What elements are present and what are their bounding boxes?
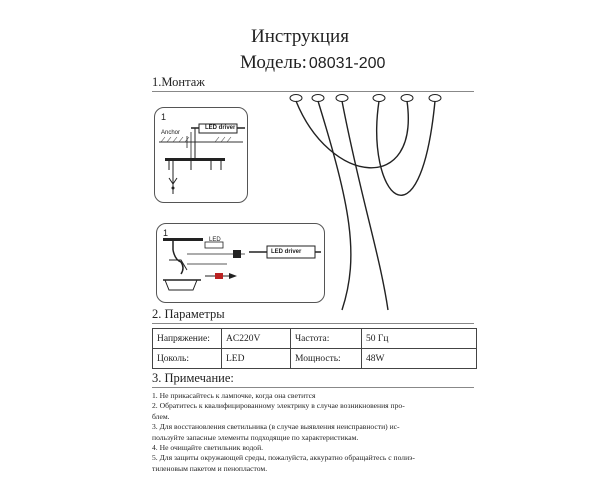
table-row: [153, 349, 477, 369]
model-line: [240, 52, 385, 74]
list-item: 2. Обратитесь к квалифицированному электрику в случае возникновения про-: [152, 401, 405, 411]
param-label-power: Мощность:: [291, 349, 362, 369]
table-row: [153, 329, 477, 349]
list-item: тиленовым пакетом и пенопластом.: [152, 463, 268, 473]
step-number: 1: [161, 112, 167, 122]
param-value-voltage: AC220V: [222, 329, 291, 349]
list-item: 4. Не очищайте светильник водой.: [152, 443, 264, 453]
install-diagram-1: [154, 107, 248, 203]
install-illustration-1: [155, 108, 247, 202]
small-led-label: LED: [209, 237, 221, 243]
param-label-voltage: Напряжение:: [153, 329, 222, 349]
list-item: 5. Для защиты окружающей среды, пожалуйста, аккуратно обращайтесь с полиэ-: [152, 453, 415, 463]
parameters-table: [152, 328, 477, 369]
param-label-frequency: Частота:: [291, 329, 362, 349]
param-value-frequency: 50 Гц: [362, 329, 477, 349]
section-notes-heading: 3. Примечание:: [152, 371, 234, 385]
section-mount-heading: 1.Монтаж: [152, 75, 205, 89]
list-item: блем.: [152, 411, 170, 421]
led-driver-label: LED driver: [205, 125, 236, 131]
param-label-base: Цоколь:: [153, 349, 222, 369]
list-item: 1. Не прикасайтесь к лампочке, когда она светится: [152, 391, 316, 400]
model-number: 08031-200: [308, 55, 386, 72]
chandelier-illustration: [270, 85, 470, 315]
notes-list: [152, 391, 415, 474]
section-divider: [152, 323, 474, 324]
param-value-base: LED: [222, 349, 291, 369]
param-value-power: 48W: [362, 349, 477, 369]
model-label: Модель:: [240, 52, 307, 73]
led-driver-label: LED driver: [271, 249, 302, 255]
list-item: 3. Для восстановления светильника (в случае выявления неисправности) ис-: [152, 422, 400, 432]
section-params-heading: 2. Параметры: [152, 307, 225, 321]
document-title: Инструкция: [251, 26, 349, 47]
step-number: 1: [163, 228, 169, 238]
list-item: пользуйте запасные элементы подходящие по характеристикам.: [152, 432, 359, 442]
section-divider: [152, 387, 474, 388]
anchor-label: Anchor: [161, 130, 181, 136]
